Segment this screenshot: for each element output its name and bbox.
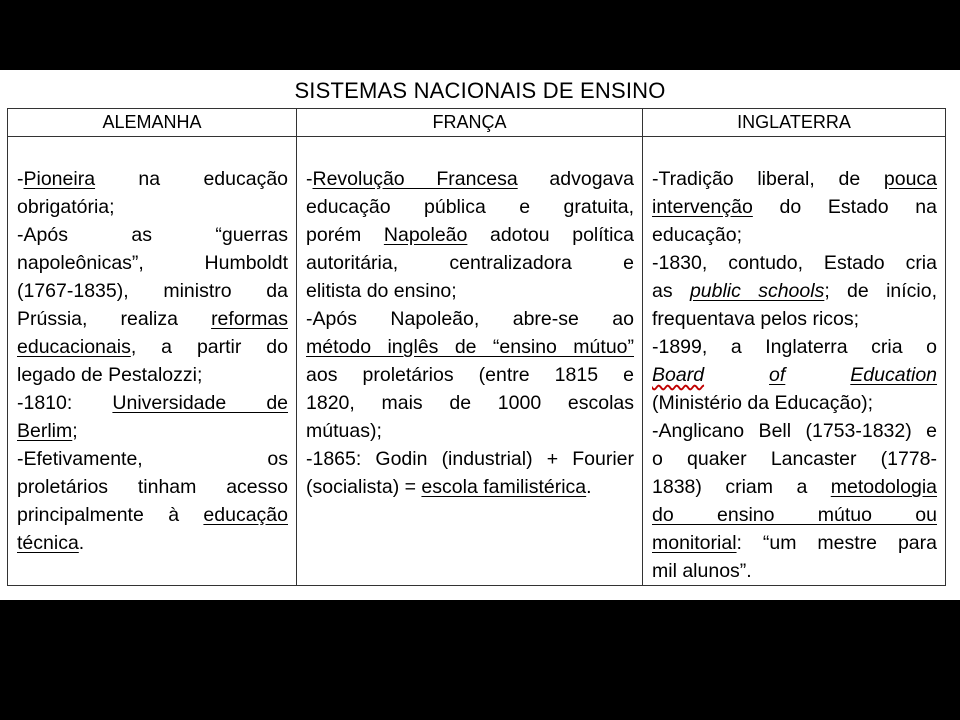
underlined-term: of — [769, 364, 786, 386]
header-alemanha: ALEMANHA — [8, 109, 297, 137]
text-line: aos proletários (entre 1815 e — [306, 364, 634, 386]
text-line: (socialista) = escola familistérica. — [306, 476, 592, 498]
slide — [0, 70, 960, 600]
text-line: educacionais, a partir do — [17, 336, 288, 358]
text-line: mil alunos”. — [652, 560, 752, 582]
text-line: elitista do ensino; — [306, 280, 457, 302]
header-inglaterra: INGLATERRA — [643, 109, 946, 137]
text-line: frequentava pelos ricos; — [652, 308, 860, 330]
text-line — [652, 361, 937, 389]
underlined-term: Board — [652, 364, 705, 386]
text-line: 1838) criam a metodologia — [652, 476, 938, 498]
text-line: Prússia, realiza reformas — [17, 308, 288, 330]
text-line: autoritária, centralizadora e — [306, 252, 634, 274]
underlined-term: reformas — [211, 308, 288, 330]
text-line: -Pioneira na educação — [17, 168, 289, 190]
text-line: -Anglicano Bell (1753-1832) e — [652, 420, 937, 442]
cell-franca — [297, 137, 643, 586]
text-line: legado de Pestalozzi; — [17, 364, 203, 386]
text-line: -Após Napoleão, abre-se ao — [306, 308, 634, 330]
underlined-term: Berlim — [17, 420, 73, 442]
page-title: SISTEMAS NACIONAIS DE ENSINO — [294, 78, 666, 103]
text-line: obrigatória; — [17, 196, 115, 218]
underlined-term: do ensino mútuo ou — [652, 504, 937, 526]
cell-inglaterra — [643, 137, 946, 586]
underlined-term: método inglês de “ensino mútuo” — [306, 336, 634, 358]
underlined-term: Revolução Francesa — [312, 168, 518, 190]
text-line: (Ministério da Educação); — [652, 392, 874, 414]
text-line: -Tradição liberal, de pouca — [652, 168, 938, 190]
underlined-term: metodologia — [830, 476, 938, 498]
text-line: -1810: Universidade de — [17, 392, 289, 414]
text-line — [306, 333, 634, 361]
underlined-term: monitorial — [652, 532, 737, 554]
text-line: as public schools; de início, — [652, 280, 938, 302]
text-line: principalmente à educação — [17, 504, 288, 526]
header-row — [8, 109, 946, 137]
text-line: Berlim; — [17, 420, 78, 442]
text-line — [652, 501, 937, 529]
text-line: 1820, mais de 1000 escolas — [306, 392, 634, 414]
underlined-term: intervenção — [652, 196, 753, 218]
text-line: intervenção do Estado na — [652, 196, 937, 218]
text-line: técnica. — [17, 532, 85, 554]
underlined-term: Pioneira — [23, 168, 96, 190]
text-line: mútuas); — [306, 420, 382, 442]
content-row — [8, 137, 946, 586]
underlined-term: educação — [203, 504, 288, 526]
underlined-term: Universidade de — [112, 392, 289, 414]
cell-alemanha — [8, 137, 297, 586]
text-line: -1830, contudo, Estado cria — [652, 252, 937, 274]
underlined-term: técnica — [17, 532, 79, 554]
text-line: proletários tinham acesso — [17, 476, 288, 498]
text-line: -Efetivamente, os — [17, 448, 288, 470]
text-line: monitorial: “um mestre para — [652, 532, 937, 554]
text-line: educação pública e gratuita, — [306, 196, 634, 218]
text-line: porém Napoleão adotou política — [306, 224, 635, 246]
underlined-term: Education — [850, 364, 938, 386]
underlined-term: public schools — [689, 280, 825, 302]
header-franca: FRANÇA — [297, 109, 643, 137]
underlined-term: pouca — [883, 168, 938, 190]
text-line: -Após as “guerras — [17, 224, 288, 246]
text-line: educação; — [652, 224, 742, 246]
text-line: -Revolução Francesa advogava — [306, 168, 634, 190]
text-line: -1899, a Inglaterra cria o — [652, 336, 937, 358]
underlined-term: educacionais — [17, 336, 131, 358]
text-line: napoleônicas”, Humboldt — [17, 252, 288, 274]
text-line: o quaker Lancaster (1778- — [652, 448, 937, 470]
underlined-term: Napoleão — [383, 224, 468, 246]
text-line: (1767-1835), ministro da — [17, 280, 288, 302]
comparison-table — [7, 108, 946, 586]
text-line: -1865: Godin (industrial) + Fourier — [306, 448, 634, 470]
underlined-term: escola familistérica — [421, 476, 587, 498]
